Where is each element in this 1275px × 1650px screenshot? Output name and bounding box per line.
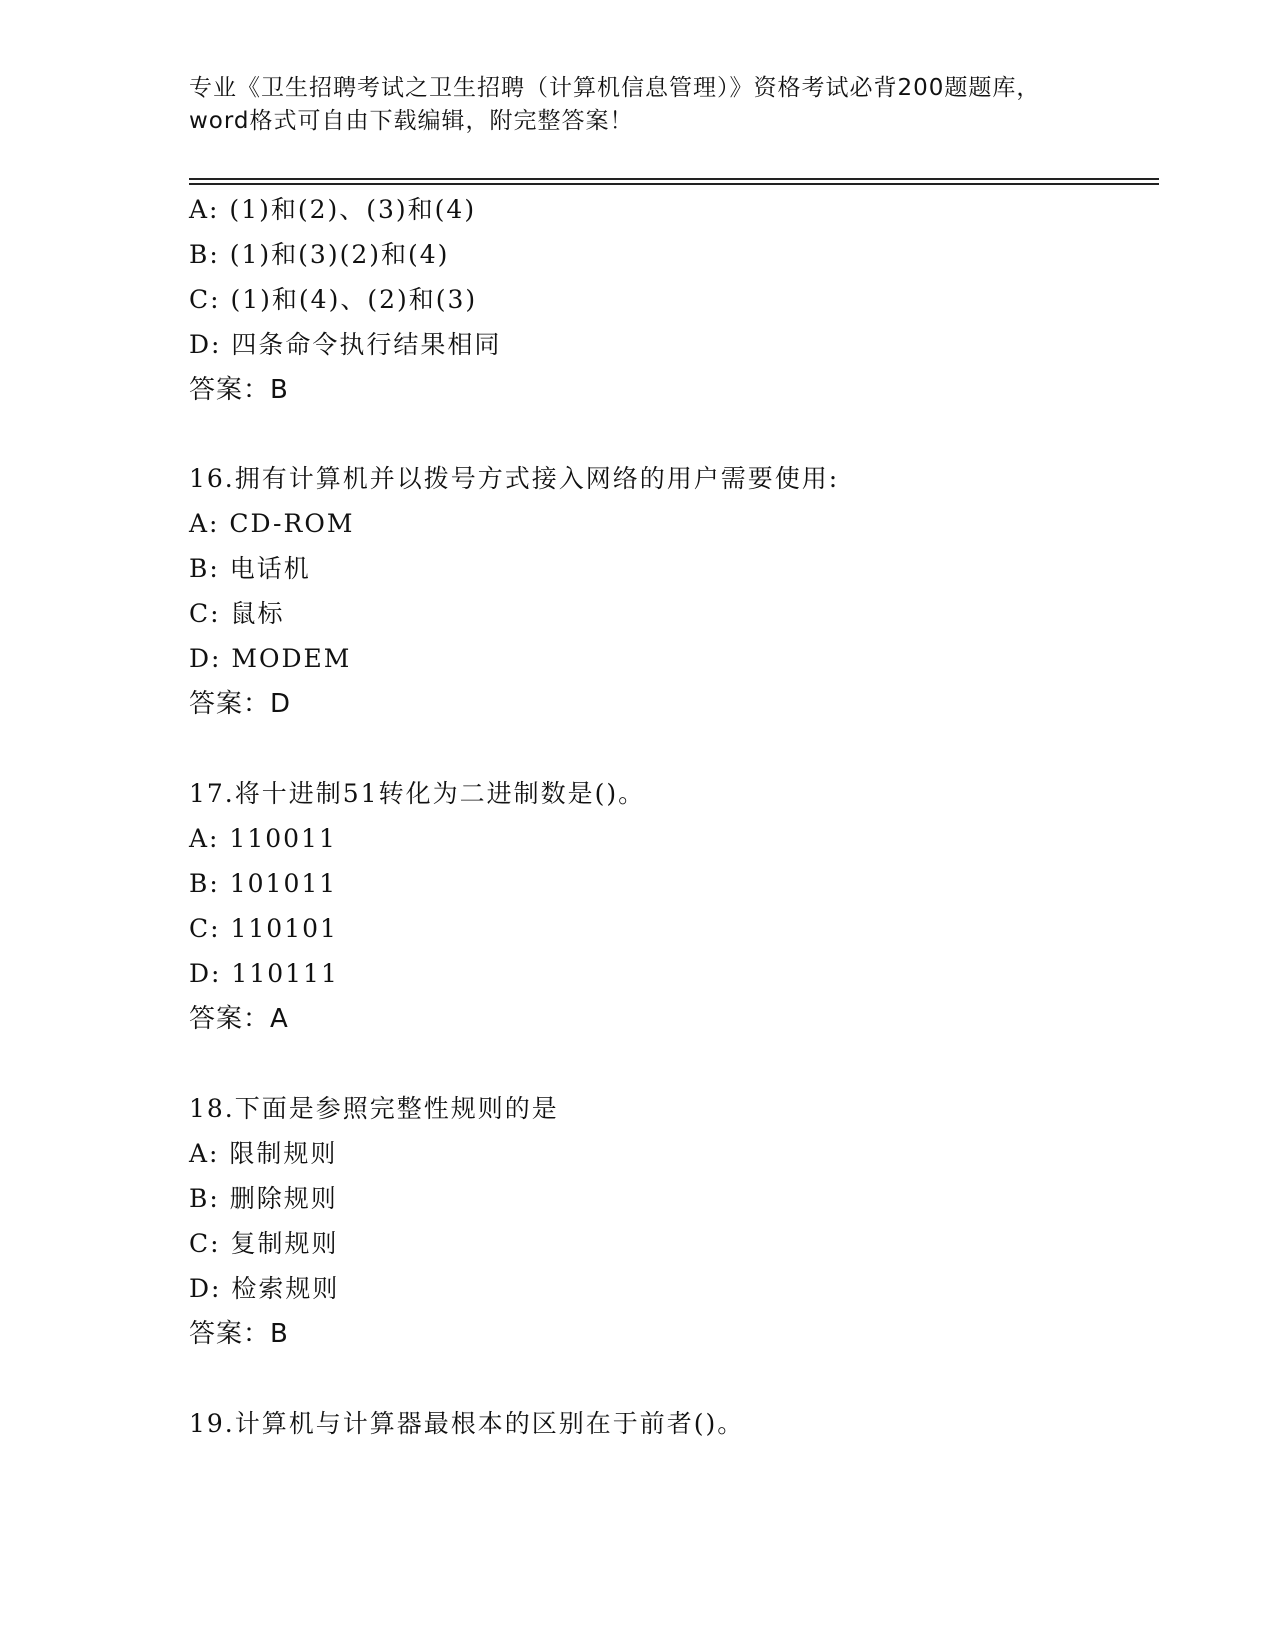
q17-option-b: B: 101011 bbox=[189, 869, 338, 898]
q15-option-b: B: (1)和(3)(2)和(4) bbox=[189, 240, 450, 269]
q17-option-d: D: 110111 bbox=[189, 959, 339, 988]
q16-option-a: A: CD-ROM bbox=[189, 509, 355, 538]
q18-answer: 答案：B bbox=[189, 1319, 289, 1349]
q17-answer: 答案：A bbox=[189, 1004, 289, 1034]
q16-option-d: D: MODEM bbox=[189, 644, 352, 673]
q18-question: 18.下面是参照完整性规则的是 bbox=[189, 1094, 559, 1123]
q17-question: 17.将十进制51转化为二进制数是()。 bbox=[189, 779, 646, 808]
q16-question: 16.拥有计算机并以拨号方式接入网络的用户需要使用: bbox=[189, 464, 840, 493]
header-divider-bottom bbox=[189, 183, 1159, 185]
q17-option-a: A: 110011 bbox=[189, 824, 337, 853]
q15-option-a: A: (1)和(2)、(3)和(4) bbox=[189, 195, 477, 224]
q16-answer: 答案：D bbox=[189, 689, 292, 719]
q15-option-d: D: 四条命令执行结果相同 bbox=[189, 330, 502, 359]
header-divider-top bbox=[189, 178, 1159, 180]
q15-answer: 答案：B bbox=[189, 375, 289, 405]
q16-option-c: C: 鼠标 bbox=[189, 599, 285, 628]
q19-question: 19.计算机与计算器最根本的区别在于前者()。 bbox=[189, 1409, 745, 1438]
q17-option-c: C: 110101 bbox=[189, 914, 338, 943]
q18-option-a: A: 限制规则 bbox=[189, 1139, 338, 1168]
q16-option-b: B: 电话机 bbox=[189, 554, 311, 583]
q18-option-c: C: 复制规则 bbox=[189, 1229, 339, 1258]
q15-option-c: C: (1)和(4)、(2)和(3) bbox=[189, 285, 478, 314]
q18-option-d: D: 检索规则 bbox=[189, 1274, 340, 1303]
header-title-line-2: word格式可自由下载编辑，附完整答案！ bbox=[189, 108, 634, 134]
header-title-line-1: 专业《卫生招聘考试之卫生招聘（计算机信息管理）》资格考试必背200题题库， bbox=[189, 75, 1041, 101]
q18-option-b: B: 删除规则 bbox=[189, 1184, 338, 1213]
document-header bbox=[189, 72, 1089, 138]
